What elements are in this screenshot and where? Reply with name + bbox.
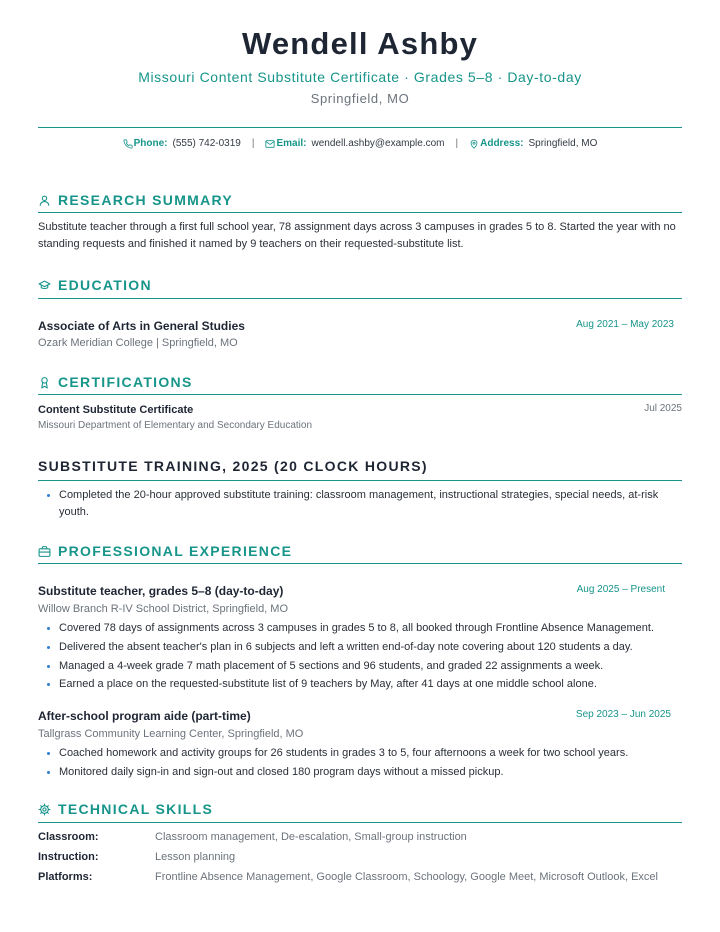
- certification-date: Jul 2025: [644, 403, 682, 414]
- email-value[interactable]: wendell.ashby@example.com: [311, 138, 445, 149]
- list-item: Monitored daily sign-in and sign-out and closed 180 program days without a missed pickup.: [38, 764, 682, 781]
- education-degree: Associate of Arts in General Studies: [38, 319, 245, 333]
- training-list: [38, 487, 678, 523]
- section-divider: [38, 563, 682, 564]
- section-divider: [38, 212, 682, 213]
- summary-text: Substitute teacher through a first full school year, 78 assignment days across 3 campuses in grades 5 to 8. Started the year with no standing requests and finished it named by 9 teachers on their requested-substitute list.: [38, 221, 676, 250]
- list-item: Earned a place on the requested-substitute list of 9 teachers by May, after 41 days at one middle school alone.: [38, 676, 682, 693]
- email-icon: [265, 139, 275, 149]
- list-item: Covered 78 days of assignments across 3 campuses in grades 5 to 8, all booked through Frontline Absence Management.: [38, 620, 682, 637]
- graduation-cap-icon: [38, 279, 51, 292]
- contact-email: [265, 138, 444, 149]
- job-title: After-school program aide (part-time): [38, 709, 251, 723]
- certification-issuer: Missouri Department of Elementary and Secondary Education: [38, 420, 313, 431]
- job-bullets: [38, 745, 682, 783]
- section-title-text: RESEARCH SUMMARY: [58, 192, 234, 208]
- job-organization: Tallgrass Community Learning Center, Springfield, MO: [38, 728, 304, 740]
- skill-label: Classroom:: [38, 831, 99, 843]
- skill-value: Classroom management, De-escalation, Small-group instruction: [155, 831, 467, 843]
- address-value: Springfield, MO: [528, 138, 598, 149]
- header-divider: [38, 127, 682, 128]
- skill-value: Frontline Absence Management, Google Classroom, Schoology, Google Meet, Microsoft Outlook, Excel: [155, 871, 658, 883]
- section-title-text: SUBSTITUTE TRAINING, 2025 (20 CLOCK HOURS): [38, 458, 428, 474]
- briefcase-icon: [38, 545, 51, 558]
- award-ribbon-icon: [38, 376, 51, 389]
- section-title-certifications: [38, 374, 193, 390]
- address-label: Address:: [480, 138, 524, 149]
- skill-value: Lesson planning: [155, 851, 236, 863]
- section-title-summary: [38, 192, 233, 208]
- candidate-headline: Missouri Content Substitute Certificate · Grades 5–8 · Day-to-day: [138, 69, 582, 85]
- contact-bar: [0, 138, 720, 149]
- section-divider: [38, 394, 682, 395]
- section-divider: [38, 480, 682, 481]
- job-organization: Willow Branch R-IV School District, Springfield, MO: [38, 603, 289, 615]
- section-title-education: [38, 277, 152, 293]
- section-title-text: CERTIFICATIONS: [58, 374, 193, 390]
- skill-label: Instruction:: [38, 851, 99, 863]
- phone-value[interactable]: (555) 742-0319: [172, 138, 241, 149]
- section-title-text: PROFESSIONAL EXPERIENCE: [58, 543, 293, 559]
- candidate-name: Wendell Ashby: [241, 26, 479, 61]
- email-label: Email:: [276, 138, 307, 149]
- section-title-training: [38, 458, 428, 474]
- section-title-text: TECHNICAL SKILLS: [58, 801, 214, 817]
- candidate-location: Springfield, MO: [310, 91, 410, 106]
- job-title: Substitute teacher, grades 5–8 (day-to-day): [38, 584, 284, 598]
- section-title-skills: [38, 801, 213, 817]
- education-school: Ozark Meridian College | Springfield, MO: [38, 337, 238, 349]
- section-title-text: EDUCATION: [58, 277, 152, 293]
- contact-address: [469, 138, 597, 149]
- contact-separator: |: [251, 138, 255, 149]
- job-dates: Sep 2023 – Jun 2025: [575, 709, 671, 720]
- section-title-experience: [38, 543, 292, 559]
- job-dates: Aug 2025 – Present: [576, 584, 665, 595]
- list-item: Delivered the absent teacher's plan in 6 subjects and left a written end-of-day note covering about 120 students a day.: [38, 639, 682, 656]
- section-divider: [38, 298, 682, 299]
- phone-icon: [123, 139, 133, 149]
- list-item: Coached homework and activity groups for 26 students in grades 3 to 5, four afternoons a week for two school years.: [38, 745, 682, 762]
- contact-separator: |: [455, 138, 459, 149]
- list-item: Managed a 4-week grade 7 math placement of 5 sections and 96 students, and graded 22 assignments a week.: [38, 658, 682, 675]
- list-item: Completed the 20-hour approved substitute training: classroom management, instructional strategies, special needs, at-risk youth.: [38, 487, 678, 521]
- phone-label: Phone:: [133, 138, 168, 149]
- skill-label: Platforms:: [38, 871, 93, 883]
- location-pin-icon: [469, 139, 479, 149]
- gear-icon: [38, 803, 51, 816]
- education-dates: Aug 2021 – May 2023: [576, 319, 674, 330]
- certification-name: Content Substitute Certificate: [38, 404, 194, 416]
- job-bullets: [38, 620, 682, 695]
- contact-phone: [123, 138, 241, 149]
- user-icon: [38, 194, 51, 207]
- section-divider: [38, 822, 682, 823]
